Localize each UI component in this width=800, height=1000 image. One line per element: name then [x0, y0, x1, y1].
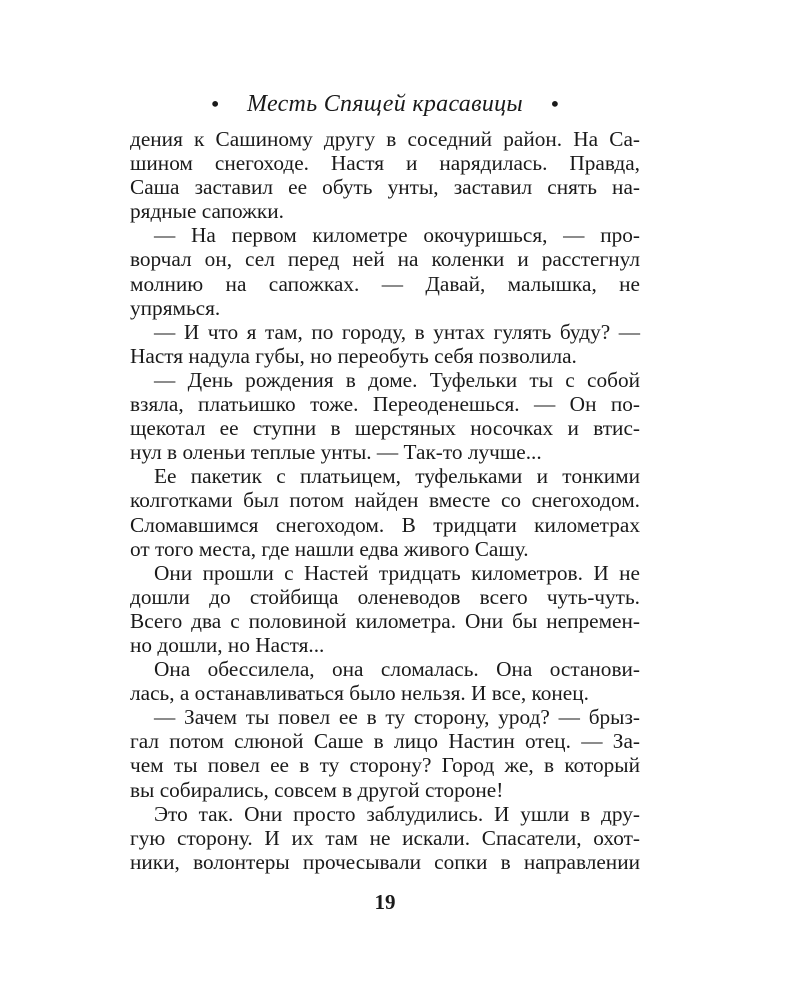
book-title: Месть Спящей красавицы: [247, 90, 523, 117]
text-line: Сломавшимся снегоходом. В тридцати километрах: [130, 512, 640, 537]
text-line: упрямься.: [130, 295, 221, 320]
text-line: от того места, где нашли едва живого Сашу.: [130, 536, 529, 561]
text-line: — И что я там, по городу, в унтах гулять буду? —: [154, 319, 640, 344]
text-line: взяла, платьишко тоже. Переоденешься. — Он по-: [130, 392, 640, 417]
text-line: — Зачем ты повел ее в ту сторону, урод? — брыз-: [154, 705, 640, 730]
text-line: Всего два с половиной километра. Они бы непремен-: [130, 608, 640, 633]
text-line: дошли до стойбища оленеводов всего чуть-чуть.: [130, 584, 640, 609]
text-line: гую сторону. И их там не искали. Спасатели, охот-: [130, 825, 640, 850]
text-line: — На первом километре окочуришься, — про-: [154, 223, 640, 248]
text-line: ворчал он, сел перед ней на коленки и расстегнул: [130, 247, 640, 272]
header-bullet-left: •: [209, 92, 222, 116]
text-line: Ее пакетик с платьицем, туфельками и тонкими: [154, 464, 640, 489]
text-line: колготками был потом найден вместе со снегоходом.: [130, 488, 640, 513]
text-line: лась, а останавливаться было нельзя. И все, конец.: [130, 681, 589, 706]
text-line: шином снегоходе. Настя и нарядилась. Правда,: [130, 151, 640, 176]
text-line: Саша заставил ее обуть унты, заставил снять на-: [130, 175, 640, 200]
text-line: ники, волонтеры прочесывали сопки в направлении: [130, 849, 640, 874]
header-bullet-right: •: [548, 92, 561, 116]
text-line: молнию на сапожках. — Давай, малышка, не: [130, 271, 640, 296]
text-line: но дошли, но Настя...: [130, 632, 325, 657]
text-line: Это так. Они просто заблудились. И ушли в дру-: [154, 801, 640, 826]
text-line: чем ты повел ее в ту сторону? Город же, в который: [130, 753, 640, 778]
page-number: 19: [374, 890, 396, 914]
text-line: дения к Сашиному другу в соседний район. На Са-: [130, 127, 640, 151]
text-line: щекотал ее ступни в шерстяных носочках и втис-: [130, 416, 640, 441]
text-line: Она обессилела, она сломалась. Она останови-: [154, 657, 640, 682]
page-body: [130, 127, 640, 874]
text-line: Настя надула губы, но переобуть себя позволила.: [130, 343, 577, 368]
text-line: гал потом слюной Саше в лицо Настин отец. — За-: [130, 729, 640, 754]
running-header: [130, 86, 640, 122]
text-line: рядные сапожки.: [130, 199, 284, 224]
text-line: вы собирались, совсем в другой стороне!: [130, 777, 504, 802]
text-line: — День рождения в доме. Туфельки ты с собой: [154, 367, 640, 392]
text-line: Они прошли с Настей тридцать километров. И не: [154, 560, 640, 585]
text-line: нул в оленьи теплые унты. — Так-то лучше...: [130, 440, 542, 465]
